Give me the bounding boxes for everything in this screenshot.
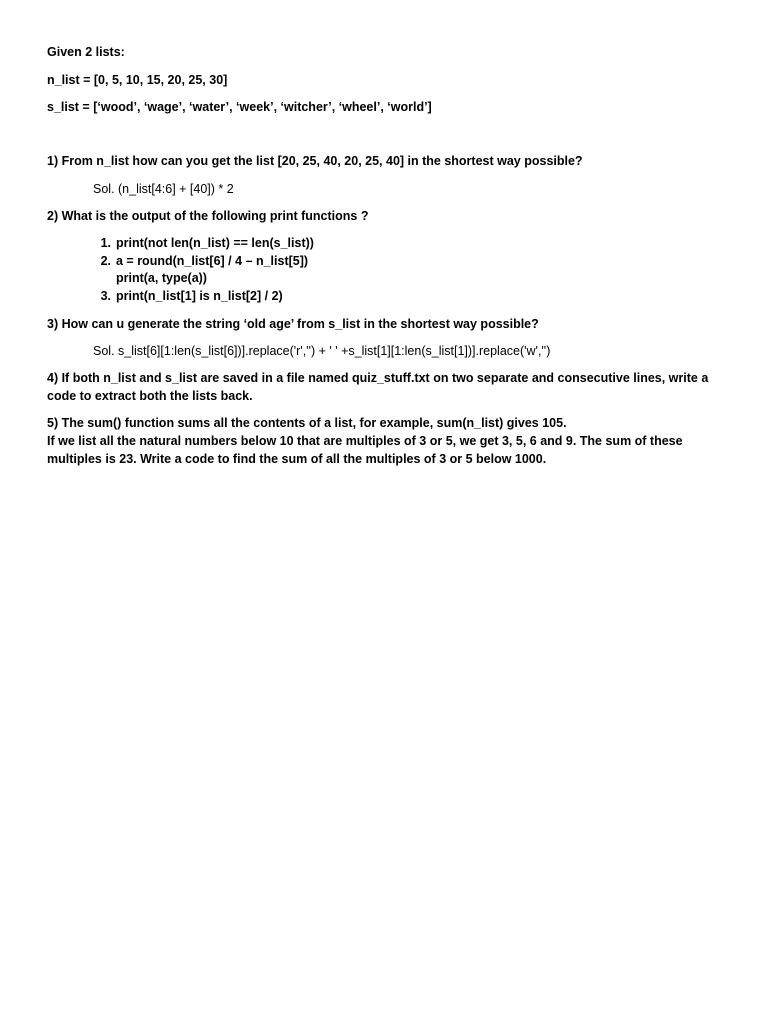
- question-4-line-1: 4) If both n_list and s_list are saved in a file named quiz_stuff.txt on two separate and consecutive lines, write a: [47, 371, 709, 385]
- solution-1: Sol. (n_list[4:6] + [40]) * 2: [93, 182, 234, 196]
- question-5-line-3: multiples is 23. Write a code to find the sum of all the multiples of 3 or 5 below 1000.: [47, 452, 547, 466]
- given-heading: Given 2 lists:: [47, 45, 125, 59]
- list-number-3: 3.: [100, 289, 111, 303]
- s-list-definition: s_list = [‘wood’, ‘wage’, ‘water’, ‘week’, ‘witcher’, ‘wheel’, ‘world’]: [47, 100, 432, 114]
- question-3: 3) How can u generate the string ‘old age’ from s_list in the shortest way possible?: [47, 317, 539, 331]
- list-number-1: 1.: [100, 236, 111, 250]
- question-5-line-2: If we list all the natural numbers below 10 that are multiples of 3 or 5, we get 3, 5, 6 and 9. The sum of these: [47, 434, 683, 448]
- question-2: 2) What is the output of the following print functions ?: [47, 209, 369, 223]
- list-item-3: print(n_list[1] is n_list[2] / 2): [116, 289, 283, 303]
- question-5-line-1: 5) The sum() function sums all the contents of a list, for example, sum(n_list) gives 105.: [47, 416, 567, 430]
- question-4-line-2: code to extract both the lists back.: [47, 389, 253, 403]
- solution-3: Sol. s_list[6][1:len(s_list[6])].replace('r','') + ' ' +s_list[1][1:len(s_list[1])].replace('w',''): [93, 344, 551, 358]
- list-item-1: print(not len(n_list) == len(s_list)): [116, 236, 314, 250]
- list-item-2-line-1: a = round(n_list[6] / 4 – n_list[5]): [116, 254, 309, 268]
- list-number-2: 2.: [100, 254, 111, 268]
- n-list-definition: n_list = [0, 5, 10, 15, 20, 25, 30]: [47, 73, 228, 87]
- list-item-2-line-2: print(a, type(a)): [116, 271, 207, 285]
- question-1: 1) From n_list how can you get the list [20, 25, 40, 20, 25, 40] in the shortest way possible?: [47, 154, 583, 168]
